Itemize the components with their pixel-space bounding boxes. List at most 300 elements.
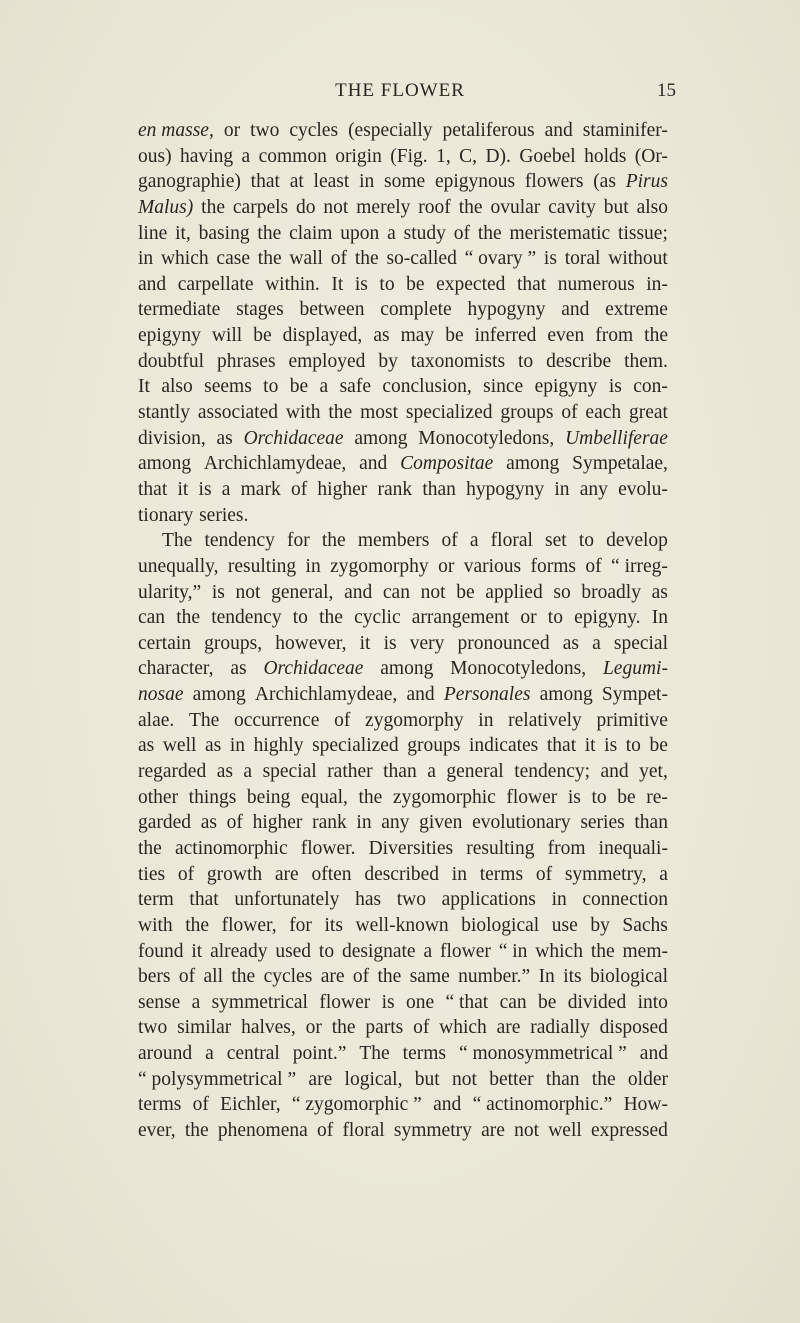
word: are [274,863,299,885]
word: Monocotyledons, [450,658,587,680]
word: re- [646,786,668,808]
word: a [241,145,251,167]
word: It [331,273,344,295]
word: zygomorphic [392,786,496,808]
word: the [201,196,225,218]
word: biological [461,914,540,936]
word: the [185,914,210,936]
word: and [561,299,590,321]
word: How- [623,1094,668,1116]
word: the [590,940,615,962]
word: tissue; [618,222,668,244]
word: tionary [138,504,194,526]
word: evolutionary [472,812,571,834]
word: or [438,555,455,577]
word: taxonomists [410,350,506,372]
word: evolu- [618,478,668,500]
word: floral [342,1119,385,1141]
word: not [452,1068,477,1090]
word: same [409,966,450,988]
word: often [311,863,352,885]
word: Umbelliferae [565,427,668,449]
word: is [567,786,581,808]
word: division, [138,427,206,449]
word: roof [418,196,451,218]
word: can [138,607,166,629]
word: specialized [312,735,399,757]
word: be [456,581,475,603]
word: “ monosymmetrical ” [458,1043,627,1065]
word: of [453,222,470,244]
word: relatively [508,709,582,731]
word: between [299,299,365,321]
word: of [178,966,196,988]
word: certain [138,632,192,654]
word: floral [490,530,533,552]
word: specialized [405,402,493,424]
word: line [138,222,168,244]
word: to [318,940,335,962]
word: expressed [591,1119,668,1141]
word: doubtful [138,350,205,372]
word: radially [530,1017,590,1039]
word: divided [567,991,627,1013]
word: In [538,966,555,988]
word: Sachs [622,914,668,936]
word: phrases [217,350,276,372]
word: even [547,325,585,347]
text-line [138,1067,668,1093]
word: well-known [355,914,449,936]
text-line [138,682,668,708]
word: Orchidaceae [263,658,364,680]
word: a [469,530,479,552]
text-line [138,708,668,734]
word: from [547,837,586,859]
word: symmetry [393,1119,472,1141]
word: pronounced [457,632,550,654]
word: are [308,1068,333,1090]
word: higher [317,478,368,500]
word: or [223,120,241,141]
word: be [289,376,309,398]
text-line [138,1041,668,1067]
text-line [138,913,668,939]
word: the [257,222,282,244]
word: term [138,889,174,911]
word: of [192,1094,209,1116]
text-line [138,221,668,247]
text-line [138,785,668,811]
text-line [138,349,668,375]
word: bers [138,966,171,988]
word: broadly [581,581,641,603]
word: rank [312,812,347,834]
word: “ zygomorphic ” [291,1094,422,1116]
word: resulting [227,555,297,577]
word: but [414,1068,440,1090]
text-line [138,656,668,682]
word: “ that [445,991,489,1013]
word: unfortunately [234,889,340,911]
word: mem- [622,940,668,962]
word: number.” [458,966,531,988]
word: things [188,786,237,808]
word: without [608,248,668,270]
word: C, [459,145,478,167]
word: logical, [344,1068,403,1090]
word: for [287,530,310,552]
word: of [413,1017,430,1039]
word: higher [252,812,303,834]
word: is [381,991,395,1013]
word: D). [485,145,511,167]
word: in [359,171,375,193]
word: hypogyny [467,299,546,321]
word: the [319,607,343,629]
word: epigynous [434,171,516,193]
word: be [649,735,668,757]
word: groups [407,735,461,757]
word: groups [500,402,554,424]
text-line [138,759,668,785]
word: found [138,940,184,962]
word: a [319,376,329,398]
word: it [584,735,596,757]
word: that [546,735,577,757]
word: (especially [348,120,433,141]
word: than [422,478,456,500]
text-line [138,887,668,913]
word: character, [138,658,214,680]
text-line [138,733,668,759]
word: “ in [498,940,528,962]
word: given [419,812,463,834]
word: a [221,478,231,500]
word: common [258,145,327,167]
word: and [600,761,629,783]
word: phenomena [217,1119,308,1141]
word: of [535,863,553,885]
word: highly [253,735,304,757]
word: of [177,863,195,885]
word: for [289,914,312,936]
word: special [613,632,668,654]
word: most [360,402,399,424]
word: regarded [138,761,207,783]
text-line [138,1015,668,1041]
word: well [162,735,197,757]
word: holds [584,145,627,167]
word: be [406,273,425,295]
word: a [387,222,396,244]
word: flower [439,940,491,962]
word: be [445,325,464,347]
word: great [629,402,668,424]
word: mark [240,478,281,500]
text-line [138,1118,668,1144]
word: conclusion, [382,376,472,398]
word: are [320,966,345,988]
word: to [379,273,395,295]
word: Pirus [625,171,668,193]
word: being [246,786,291,808]
word: forms [530,555,577,577]
word: cycles [263,966,313,988]
word: actinomorphic [174,837,288,859]
word: rather [327,761,373,783]
word: one [405,991,435,1013]
word: employed [288,350,366,372]
word: in- [646,273,668,295]
word: the [377,966,402,988]
word: with [285,402,321,424]
word: Orchidaceae [243,427,344,449]
word: stantly [138,402,190,424]
word: set [545,530,567,552]
word: and [406,684,435,706]
word: flower. [300,837,356,859]
word: or [520,607,537,629]
word: biological [590,966,668,988]
word: however, [275,632,347,654]
word: to [547,607,563,629]
word: The [188,709,220,731]
word: terms [479,863,524,885]
word: cycles [289,120,339,141]
word: to [625,735,641,757]
word: ularity,” [138,581,202,603]
text-line [138,323,668,349]
word: to [578,530,595,552]
word: and [359,453,388,475]
text-line [138,503,668,529]
word: the [644,325,668,347]
word: a [191,991,201,1013]
word: it [359,632,371,654]
word: cyclic [354,607,401,629]
word: better [489,1068,534,1090]
word: and [639,1043,668,1065]
word: ovular [490,196,541,218]
word: of [585,555,602,577]
word: series [580,812,625,834]
text-line [138,990,668,1016]
word: by [378,350,398,372]
word: described [364,863,440,885]
word: “ ovary ” [464,248,537,270]
word: be [537,991,557,1013]
word: can [499,991,527,1013]
word: of [441,530,458,552]
word: use [551,914,578,936]
word: the [138,837,162,859]
word: them. [624,350,668,372]
word: Goebel [519,145,576,167]
word: as [373,325,390,347]
word: equal, [300,786,348,808]
word: ganographie) [138,171,241,193]
word: complete [380,299,452,321]
word: among [506,453,560,475]
word: since [483,376,524,398]
word: epigyny. [574,607,641,629]
word: basing [198,222,250,244]
word: can [382,581,410,603]
word: the [231,966,256,988]
word: epigyny [138,325,201,347]
word: (Fig. [390,145,428,167]
word: in [356,812,372,834]
word: are [496,1017,521,1039]
word: around [138,1043,193,1065]
word: least [313,171,350,193]
word: the [354,248,379,270]
word: be [617,786,636,808]
text-line [138,477,668,503]
word: is [211,581,225,603]
word: The [162,530,193,552]
word: any [579,478,608,500]
word: displayed, [282,325,363,347]
word: to [591,786,607,808]
word: disposed [599,1017,668,1039]
word: indicates [468,735,539,757]
text-line [138,195,668,221]
word: and [544,120,573,141]
text-line [138,246,668,272]
word: also [161,376,193,398]
word: which [535,940,583,962]
word: it [191,940,203,962]
word: petaliferous [442,120,535,141]
word: connection [582,889,668,911]
word: flowers [524,171,584,193]
word: the [321,530,346,552]
word: members [357,530,430,552]
word: Sympet- [601,684,668,706]
word: not [514,1119,540,1141]
word: claim [289,222,333,244]
word: among [192,684,246,706]
word: staminifer- [582,120,668,141]
word: at [289,171,304,193]
word: the [358,786,383,808]
text-line [138,862,668,888]
word: not [235,581,261,603]
word: of [226,812,243,834]
word: hypogyny [466,478,545,500]
word: merely [356,196,411,218]
word: a [592,632,601,654]
word: with [138,914,173,936]
word: its [563,966,582,988]
word: wall [289,248,323,270]
word: (Or- [634,145,668,167]
text-line [138,528,668,554]
word: similar [177,1017,232,1039]
word: “ polysymmetrical ” [138,1068,297,1090]
word: arrangement [411,607,510,629]
word: Compositae [400,453,494,475]
word: from [595,325,634,347]
text-line [138,836,668,862]
word: special [262,761,317,783]
word: of [290,478,308,500]
word: is [383,632,397,654]
word: the [458,196,483,218]
word: primitive [596,709,668,731]
word: meristematic [509,222,611,244]
word: alae. [138,709,175,731]
word: all [203,966,223,988]
word: by [590,914,610,936]
word: also [636,196,668,218]
word: numerous [557,273,635,295]
word: applications [441,889,536,911]
word: zygomorphy [330,555,429,577]
word: but [603,196,629,218]
word: a [205,1043,214,1065]
word: In [651,607,668,629]
word: the [591,1068,616,1090]
word: it, [175,222,191,244]
word: in [554,478,570,500]
word: Sympetalae, [572,453,668,475]
word: as [205,735,222,757]
word: two [138,1017,168,1039]
word: as [562,632,579,654]
word: among [354,427,408,449]
word: The [359,1043,390,1065]
word: safe [339,376,371,398]
word: and [344,581,373,603]
word: the [477,222,502,244]
word: cavity [548,196,596,218]
word: of [334,709,351,731]
text-line [138,580,668,606]
word: groups, [204,632,263,654]
word: unequally, [138,555,219,577]
word: the [328,402,353,424]
word: its [324,914,343,936]
word: and [433,1094,462,1116]
word: symmetrical [211,991,308,1013]
running-head [0,80,800,104]
word: that [250,171,280,193]
word: inequali- [598,837,668,859]
word: to [518,350,534,372]
word: Personales [443,684,531,706]
word: flower [506,786,558,808]
word: Archichlamydeae, [203,453,347,475]
word: point.” [292,1043,347,1065]
word: flower [319,991,371,1013]
word: any [381,812,410,834]
word: garded [138,812,192,834]
text-line [138,426,668,452]
word: in [551,889,567,911]
text-line [138,810,668,836]
word: flower, [221,914,277,936]
word: applied [485,581,543,603]
word: having [180,145,234,167]
word: some [384,171,426,193]
word: than [634,812,668,834]
word: tendency [211,607,282,629]
word: extreme [605,299,668,321]
word: tendency; [514,761,591,783]
